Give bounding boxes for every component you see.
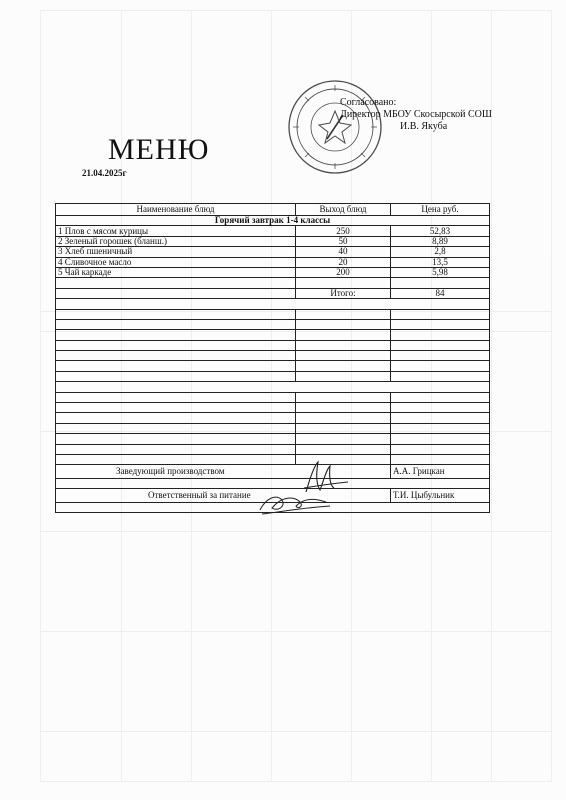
- empty-row: [56, 423, 490, 433]
- dish-portion: 40: [296, 247, 391, 257]
- header-portion: Выход блюд: [296, 204, 391, 216]
- empty-row: [56, 434, 490, 444]
- dish-name: 2 Зеленый горошек (бланш.): [56, 236, 296, 246]
- production-role-text: Заведующий производством: [116, 466, 225, 477]
- dish-portion: 50: [296, 236, 391, 246]
- total-value: 84: [391, 288, 490, 298]
- dish-price: 2,8: [391, 247, 490, 257]
- table-row: [56, 247, 490, 257]
- header-dish: Наименование блюд: [56, 204, 296, 216]
- empty-row: [56, 351, 490, 361]
- signature-row-production: [56, 465, 490, 479]
- header-price: Цена руб.: [391, 204, 490, 216]
- empty-row: [56, 340, 490, 350]
- dish-price: 13,5: [391, 257, 490, 267]
- table-row: [56, 226, 490, 236]
- empty-row: [56, 382, 490, 392]
- dish-price: 8,89: [391, 236, 490, 246]
- production-name: А.А. Грицкан: [391, 465, 490, 479]
- dish-name: 1 Плов с мясом курицы: [56, 226, 296, 236]
- dish-name: 4 Сливочное масло: [56, 257, 296, 267]
- empty-row: [56, 361, 490, 371]
- nutrition-name: Т.И. Цыбульник: [391, 489, 490, 503]
- approval-heading: Согласовано:: [340, 97, 397, 108]
- approval-director-name: И.В. Якуба: [400, 121, 448, 132]
- dish-name: 3 Хлеб пшеничный: [56, 247, 296, 257]
- empty-row: [56, 413, 490, 423]
- dish-portion: 20: [296, 257, 391, 267]
- empty-row: [56, 392, 490, 402]
- table-row: [56, 257, 490, 267]
- dish-price: 5,98: [391, 267, 490, 277]
- empty-row: [56, 371, 490, 381]
- dish-price: 52,83: [391, 226, 490, 236]
- section-row: [56, 216, 490, 226]
- table-row: [56, 267, 490, 277]
- empty-row: [56, 278, 490, 288]
- dish-name: 5 Чай каркаде: [56, 267, 296, 277]
- section-title: Горячий завтрак 1-4 классы: [56, 216, 490, 226]
- nutrition-signature: [256, 488, 334, 518]
- table-header-row: [56, 204, 490, 216]
- nutrition-role-text: Ответственный за питание: [148, 490, 251, 501]
- dish-portion: 200: [296, 267, 391, 277]
- table-row: [56, 236, 490, 246]
- dish-portion: 250: [296, 226, 391, 236]
- empty-row: [56, 330, 490, 340]
- approval-director: Директор МБОУ Скосырской СОШ: [340, 109, 492, 120]
- empty-row: [56, 299, 490, 309]
- empty-row: [56, 403, 490, 413]
- total-label: Итого:: [296, 288, 391, 298]
- menu-table: [55, 203, 490, 513]
- empty-row: [56, 319, 490, 329]
- approval-block: [340, 97, 492, 133]
- empty-row: [56, 444, 490, 454]
- empty-row: [56, 454, 490, 464]
- page-title: МЕНЮ: [108, 133, 210, 166]
- total-row: [56, 288, 490, 298]
- empty-row: [56, 309, 490, 319]
- menu-date: 21.04.2025г: [82, 168, 127, 178]
